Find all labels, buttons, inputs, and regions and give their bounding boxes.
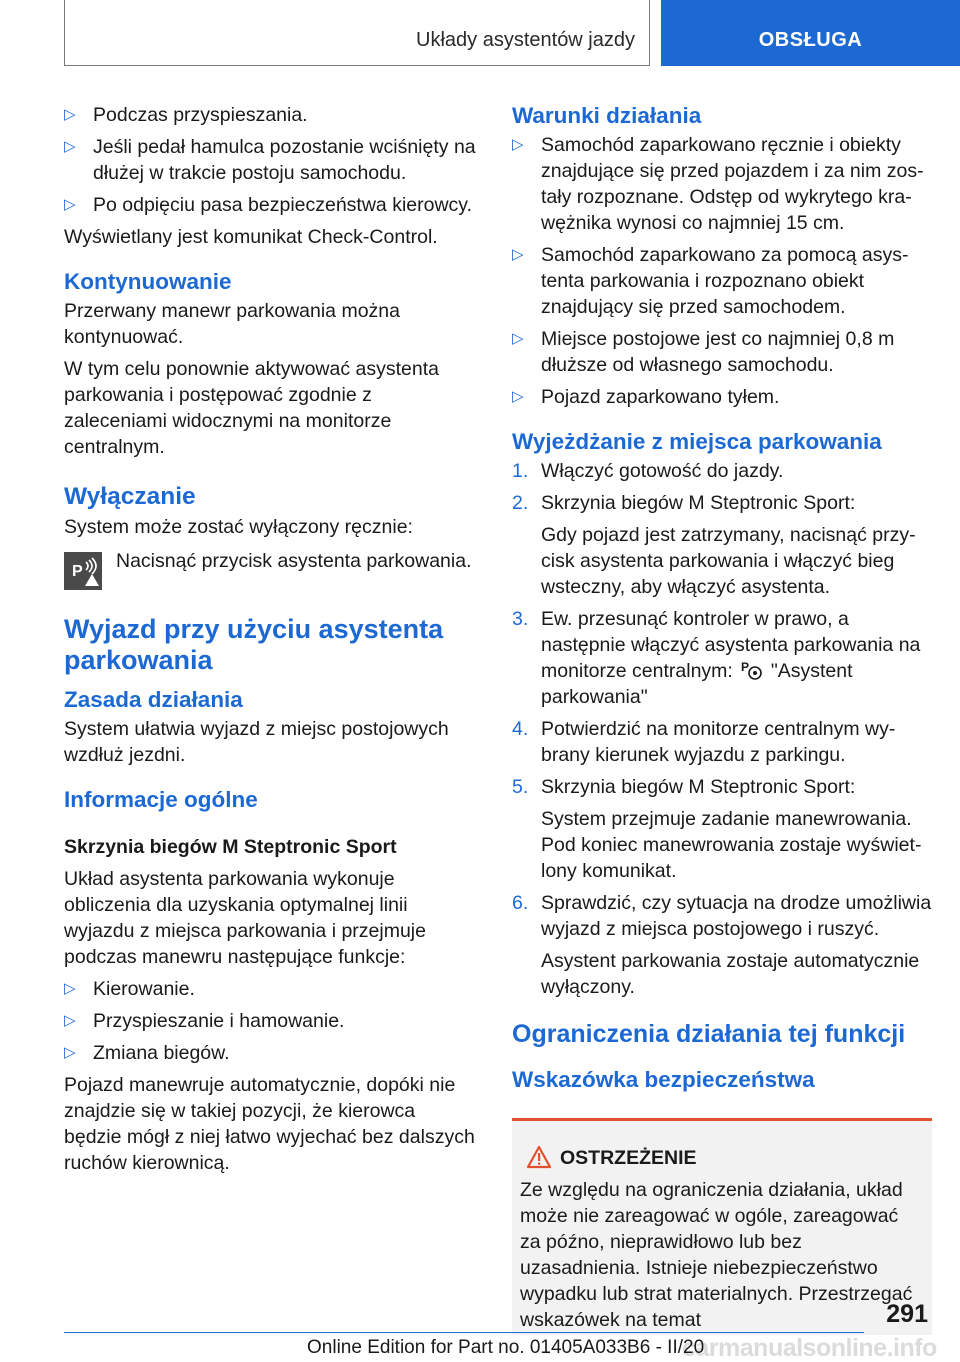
step-item: 3. Ew. przesunąć kontroler w prawo, a następnie włączyć asystenta parkowania na monitorze centralnym: P "Asystent parkowania" [512,608,921,708]
heading-kontynuowanie: Kontynuowanie [64,269,232,294]
triangle-bullet-icon: ▷ [512,246,524,263]
paragraph: System ułatwia wyjazd z miejsc postojowych wzdłuż jezdni. [64,718,449,766]
triangle-bullet-icon: ▷ [64,1012,76,1029]
heading-wyjazd: Wyjazd przy użyciu asystenta parkowania [64,614,444,675]
list-item: ▷ Miejsce postojowe jest co najmniej 0,8 m dłuższe od własnego samochodu. [512,328,895,376]
triangle-bullet-icon: ▷ [512,388,524,405]
triangle-bullet-icon: ▷ [64,106,76,123]
paragraph: Układ asystenta parkowania wykonuje obliczenia dla uzyskania optymalnej linii wyjazdu z miejsca parkowania i przejmuje podczas manewru następujące funkcje: [64,868,426,968]
watermark-logo: carmanualsonline.info [682,1334,937,1362]
triangle-bullet-icon: ▷ [64,196,76,213]
svg-text:P: P [72,563,83,580]
heading-wylaczanie: Wyłączanie [64,483,196,510]
heading-informacje: Informacje ogólne [64,787,258,812]
heading-warunki: Warunki działania [512,103,702,128]
list-item: ▷ Podczas przyspieszania. [64,104,308,126]
list-item: ▷ Przyspieszanie i hamowanie. [64,1010,345,1032]
warning-text: Ze względu na ograniczenia działania, układ może nie zareagować w ogóle, zareagować za późno, nieprawidłowo lub bez uzasadnienia. Istnieje niebezpieczeństwo wypadku lub strat materialnych. Przestrzegać wskazówek na temat [520,1179,913,1331]
triangle-bullet-icon: ▷ [64,1044,76,1061]
footer-divider [64,1332,864,1333]
step-item: 6. Sprawdzić, czy sytuacja na drodze umożliwia wyjazd z miejsca postojowego i ruszyć. Asystent parkowania zostaje automatycznie wyłączony. [512,892,932,998]
right-column [512,102,932,1335]
triangle-bullet-icon: ▷ [512,330,524,347]
left-column [64,102,478,1182]
bullet-list-functions [64,976,478,1066]
heading-ograniczenia: Ograniczenia działania tej funkcji [512,1020,906,1048]
warning-title: OSTRZEŻENIE [520,1145,924,1171]
warning-triangle-icon [526,1145,552,1169]
heading-wskazowka: Wskazówka bezpieczeństwa [512,1067,815,1092]
list-item: ▷ Zmiana biegów. [64,1042,230,1064]
list-item: ▷ Samochód zaparkowano ręcznie i obiekty znajdujące się przed pojazdem i za nim zostały rozpoznane. Odstęp od wykrytego krawężnika wynosi co najmniej 15 cm. [512,134,924,234]
footer-edition: Online Edition for Part no. 01405A033B6 - II/20 [307,1337,705,1358]
list-item: ▷ Pojazd zaparkowano tyłem. [512,386,780,408]
triangle-bullet-icon: ▷ [512,136,524,153]
warning-box [512,1118,932,1335]
step-item: 5. Skrzynia biegów M Steptronic Sport: System przejmuje zadanie manewrowania. Pod koniec manewrowania zostaje wyświetlony komunikat. [512,776,922,882]
step-item: 4. Potwierdzić na monitorze centralnym wybrany kierunek wyjazdu z parkingu. [512,718,896,766]
step-item: 2. Skrzynia biegów M Steptronic Sport: Gdy pojazd jest zatrzymany, nacisnąć przycisk asystenta parkowania i włączyć bieg wsteczny, aby włączyć asystenta. [512,492,916,598]
subheading-skrzynia: Skrzynia biegów M Steptronic Sport [64,836,397,858]
paragraph: W tym celu ponownie aktywować asystenta parkowania i postępować zgodnie z zaleceniami widocznymi na monitorze centralnym. [64,358,439,458]
bullet-list-conditions [64,102,478,218]
header-title: Układy asystentów jazdy [416,29,635,51]
button-instruction-text: Nacisnąć przycisk asystenta parkowania. [116,550,472,572]
button-instruction [64,548,478,592]
section-tab-label: OBSŁUGA [758,29,863,51]
list-item: ▷ Jeśli pedał hamulca pozostanie wciśnięty na dłużej w trakcie postoju samochodu. [64,136,476,184]
paragraph: System może zostać wyłączony ręcznie: [64,516,413,538]
list-item: ▷ Samochód zaparkowano za pomocą asystenta parkowania i rozpoznano obiekt znajdujący się przed samochodem. [512,244,909,318]
header-box [64,0,650,66]
heading-zasada: Zasada działania [64,687,243,712]
triangle-bullet-icon: ▷ [64,980,76,997]
park-assist-button-icon [64,552,102,590]
page-number: 291 [886,1300,928,1328]
paragraph: Pojazd manewruje automatycznie, dopóki nie znajdzie się w takiej pozycji, że kierowca będzie mógł z niej łatwo wyjechać bez dalszych ruchów kierownicą. [64,1074,475,1174]
steps-list [512,458,932,1000]
park-assist-menu-icon [739,659,765,681]
heading-wyjezdzanie: Wyjeżdżanie z miejsca parkowania [512,429,882,454]
list-item: ▷ Po odpięciu pasa bezpieczeństwa kierowcy. [64,194,473,216]
triangle-bullet-icon: ▷ [64,138,76,155]
paragraph: Przerwany manewr parkowania można kontynuować. [64,300,400,348]
section-tab [661,0,960,66]
svg-text:P: P [740,660,749,674]
step-item: 1. Włączyć gotowość do jazdy. [512,460,784,482]
paragraph: Wyświetlany jest komunikat Check-Control. [64,226,438,248]
list-item: ▷ Kierowanie. [64,978,195,1000]
bullet-list-warunki [512,132,932,410]
